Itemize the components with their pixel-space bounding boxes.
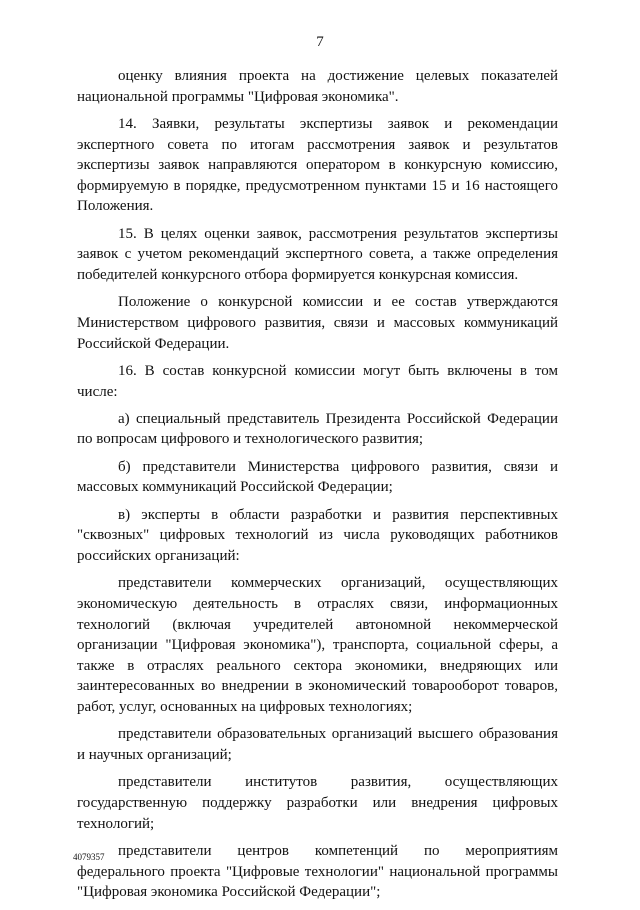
paragraph-item-14: 14. Заявки, результаты экспертизы заявок и рекомендации экспертного совета по итогам рассмотрения заявок и результатов экспертизы заявок направляются оператором в конкурсную комиссию, формируемую в порядке, предусмотренном пунктами 15 и 16 настоящего Положения. bbox=[77, 115, 558, 215]
document-code: 4079357 bbox=[73, 852, 105, 862]
paragraph-commission-regulation: Положение о конкурсной комиссии и ее состав утверждаются Министерством цифрового развития, связи и массовых коммуникаций Российской Федерации. bbox=[77, 294, 558, 352]
paragraph-education-orgs: представители образовательных организаций высшего образования и научных организаций; bbox=[77, 726, 558, 763]
paragraph-commercial-orgs: представители коммерческих организаций, осуществляющих экономическую деятельность в отраслях связи, информационных технологий (включая учредителей автономной некоммерческой организации "Цифровая экономика"), транспорта, социальной сферы, а также в отраслях реального сектора экономики, внедряющих или заинтересованных во внедрении в экономический товарооборот товаров, работ, услуг, основанных на цифровых технологиях; bbox=[77, 575, 558, 715]
paragraph-subitem-a: а) специальный представитель Президента Российской Федерации по вопросам цифрового и технологического развития; bbox=[77, 410, 558, 448]
paragraph-competence-centers: представители центров компетенций по мероприятиям федерального проекта "Цифровые технологии" национальной программы "Цифровая экономика Российской Федерации"; bbox=[77, 842, 558, 901]
page-number: 7 bbox=[316, 34, 324, 50]
paragraph-item-15: 15. В целях оценки заявок, рассмотрения результатов экспертизы заявок с учетом рекомендаций экспертного совета, а также определения победителей конкурсного отбора формируется конкурсная комиссия. bbox=[77, 225, 558, 283]
paragraph-continuation: оценку влияния проекта на достижение целевых показателей национальной программы "Цифровая экономика". bbox=[77, 68, 558, 105]
paragraph-development-institutes: представители институтов развития, осуществляющих государственную поддержку разработки или внедрения цифровых технологий; bbox=[77, 774, 558, 832]
paragraph-item-16: 16. В состав конкурсной комиссии могут быть включены в том числе: bbox=[77, 362, 558, 400]
paragraph-subitem-b: б) представители Министерства цифрового развития, связи и массовых коммуникаций Российской Федерации; bbox=[77, 458, 558, 496]
paragraph-subitem-v: в) эксперты в области разработки и развития перспективных "сквозных" цифровых технологий из числа руководящих работников российских организаций: bbox=[77, 506, 558, 565]
document-body bbox=[77, 66, 558, 910]
